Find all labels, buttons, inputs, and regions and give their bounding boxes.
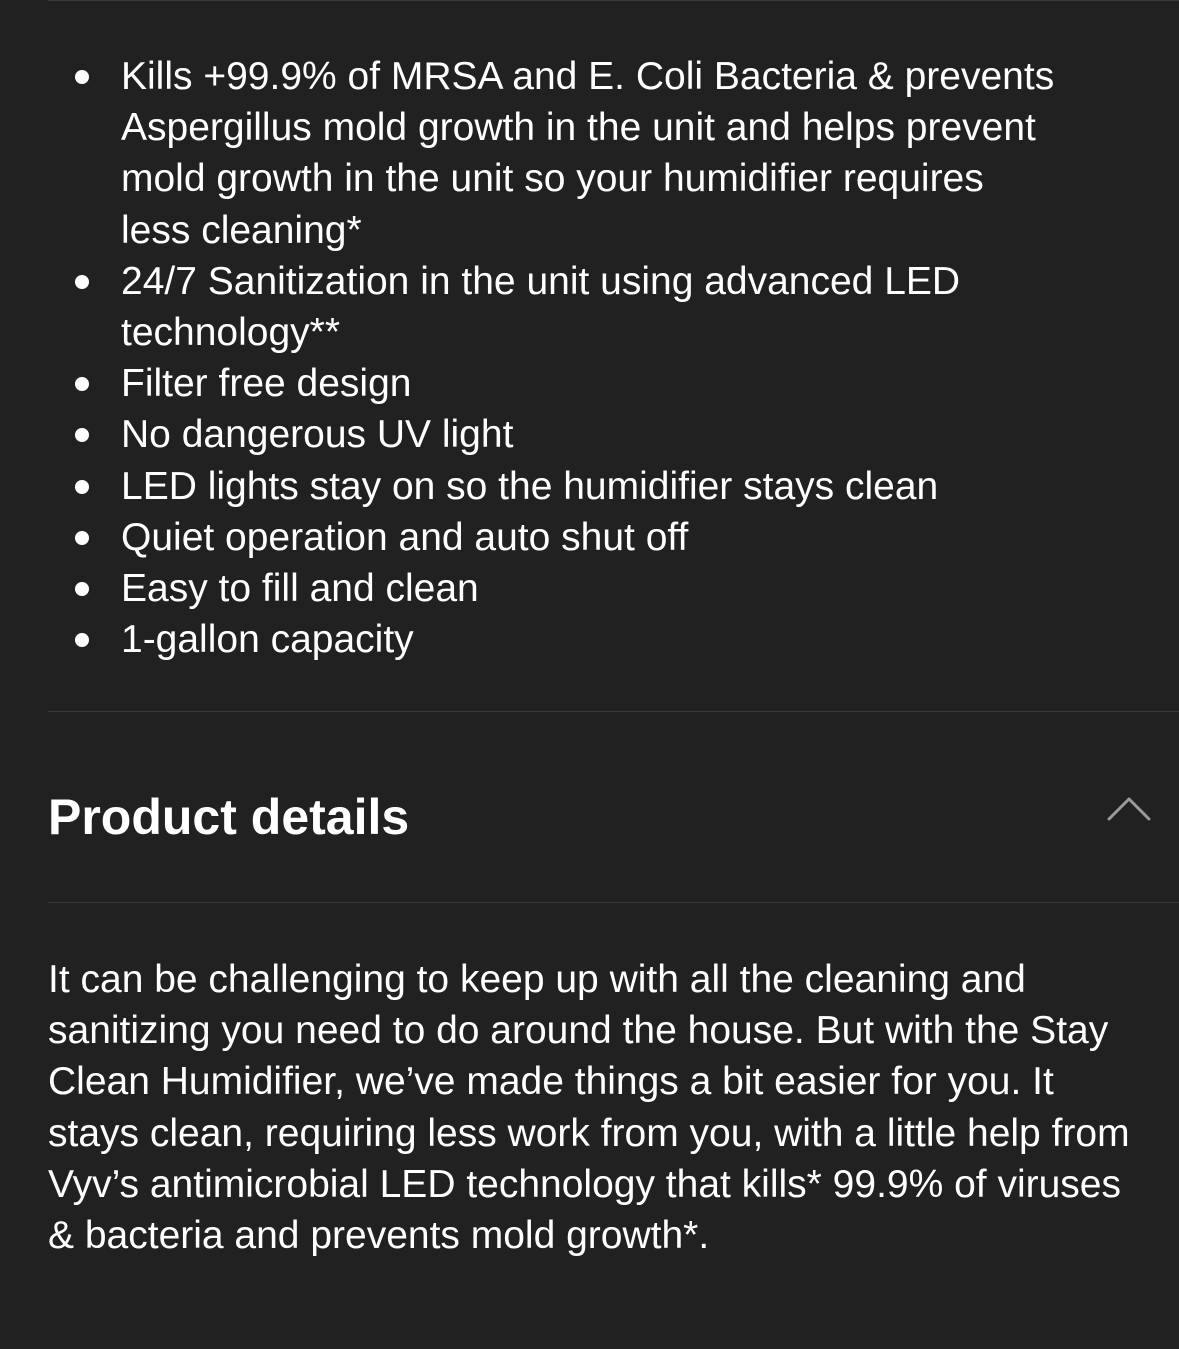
- feature-item: [0, 256, 1179, 358]
- product-description: It can be challenging to keep up with all the cleaning and sanitizing you need to do around the house. But with the Stay Clean Humidifier, we’ve made things a bit easier for you. It stays clean, requiring less work from you, with a little help from Vyv’s antimicrobial LED technology that kills* 99.9% of viruses & bacteria and prevents mold growth*.: [48, 958, 1130, 1258]
- feature-item: [0, 614, 1179, 665]
- feature-text: 1-gallon capacity: [121, 618, 414, 662]
- feature-text: Filter free design: [121, 362, 412, 406]
- feature-text: LED lights stay on so the humidifier stays clean: [121, 464, 939, 508]
- bullet-icon: [75, 428, 89, 442]
- feature-text: 24/7 Sanitization in the unit using advanced LED technology**: [121, 259, 961, 355]
- feature-item: [0, 409, 1179, 460]
- feature-text: Kills +99.9% of MRSA and E. Coli Bacteria & prevents Aspergillus mold growth in the unit and helps prevent mold growth in the unit so your humidifier requires less cleaning*: [121, 55, 1055, 252]
- top-divider: [48, 0, 1179, 1]
- feature-item: [0, 461, 1179, 512]
- product-details-header[interactable]: [48, 712, 1179, 902]
- bullet-icon: [75, 70, 89, 84]
- bullet-icon: [75, 582, 89, 596]
- feature-item: [0, 563, 1179, 614]
- feature-item: [0, 512, 1179, 563]
- chevron-up-icon[interactable]: [1099, 782, 1159, 842]
- feature-list: [0, 51, 1179, 665]
- feature-text: Easy to fill and clean: [121, 567, 479, 611]
- feature-item: [0, 51, 1179, 256]
- feature-text: Quiet operation and auto shut off: [121, 515, 689, 559]
- bullet-icon: [75, 377, 89, 391]
- section-title: Product details: [48, 789, 410, 845]
- feature-text: No dangerous UV light: [121, 413, 514, 457]
- bullet-icon: [75, 633, 89, 647]
- feature-item: [0, 358, 1179, 409]
- bullet-icon: [75, 275, 89, 289]
- section-divider: [48, 902, 1179, 903]
- bullet-icon: [75, 480, 89, 494]
- bullet-icon: [75, 531, 89, 545]
